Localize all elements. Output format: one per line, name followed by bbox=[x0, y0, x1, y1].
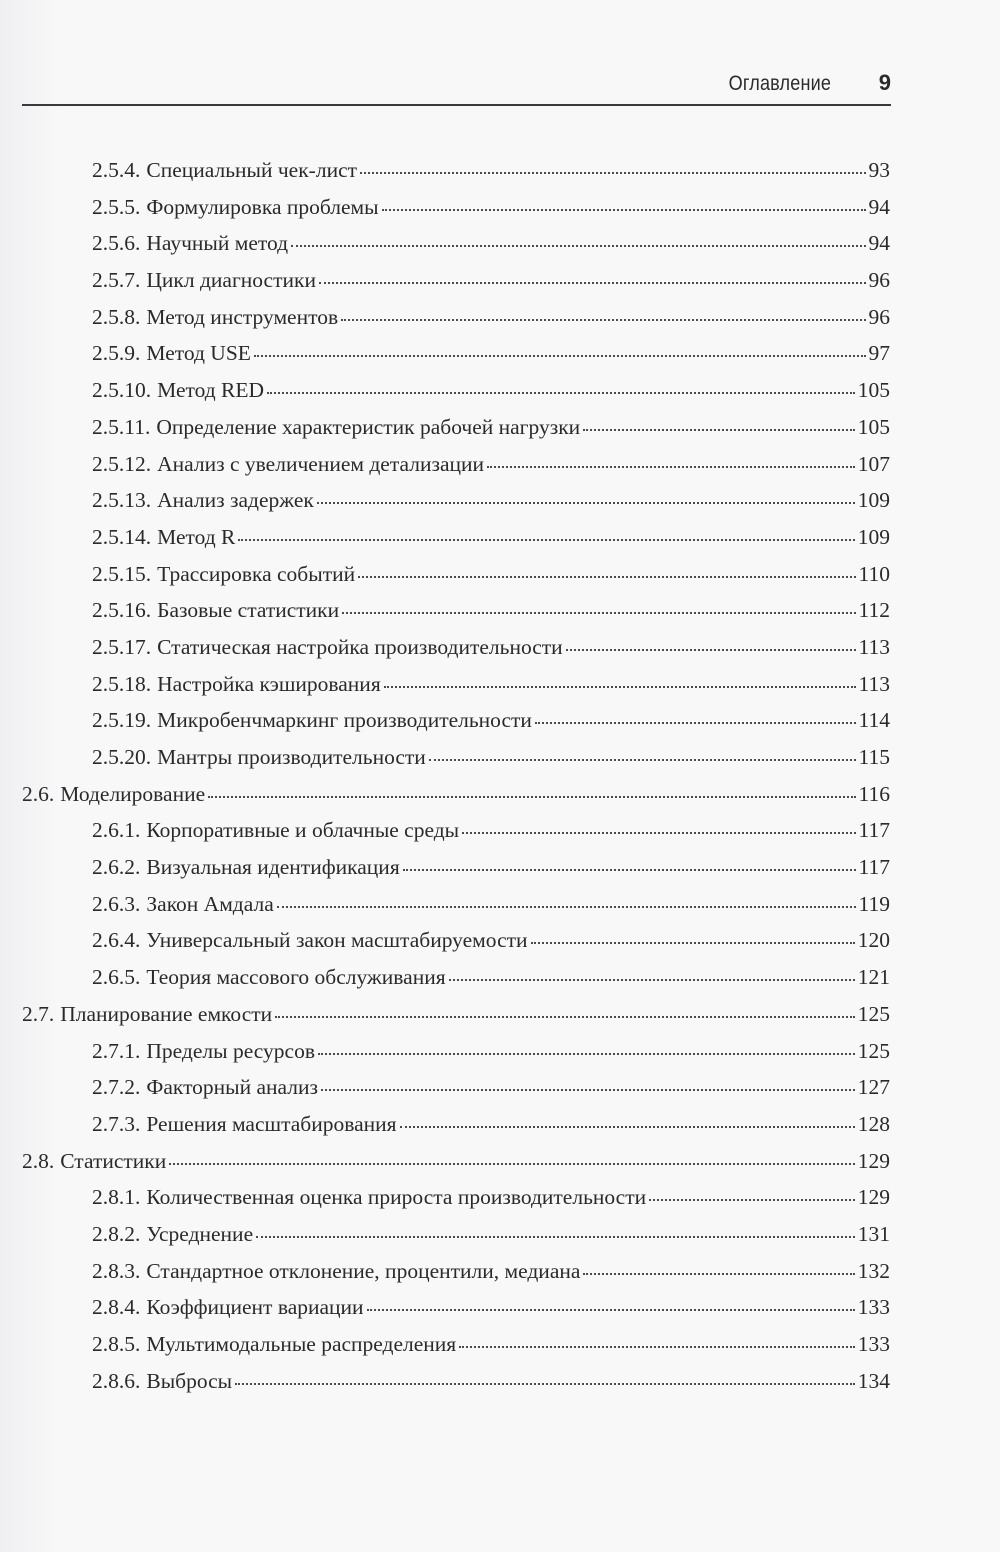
toc-entry-title: Формулировка проблемы bbox=[146, 194, 379, 219]
toc-entry-title: Настройка кэширования bbox=[157, 671, 381, 696]
toc-dot-leader bbox=[256, 1236, 855, 1238]
toc-entry-page: 105 bbox=[857, 378, 890, 403]
toc-entry-number: 2.5.20. bbox=[92, 745, 152, 769]
toc-dot-leader bbox=[342, 612, 855, 614]
toc-entry-page: 129 bbox=[857, 1148, 890, 1173]
toc-entry-number: 2.8. bbox=[22, 1148, 55, 1173]
toc-entry-title: Выбросы bbox=[146, 1368, 233, 1393]
toc-entry-page: 127 bbox=[857, 1075, 890, 1100]
toc-entry-title: Корпоративные и облачные среды bbox=[146, 818, 460, 843]
toc-entry bbox=[22, 1216, 890, 1253]
toc-entry-number: 2.6.1. bbox=[92, 818, 141, 843]
toc-dot-leader bbox=[275, 1016, 855, 1018]
toc-dot-leader bbox=[267, 392, 855, 394]
toc-entry-number: 2.5.9. bbox=[92, 341, 141, 366]
toc-entry bbox=[22, 372, 890, 409]
toc-entry-number: 2.5.10. bbox=[92, 378, 152, 403]
toc-entry-number: 2.6.5. bbox=[92, 965, 141, 990]
toc-entry-number: 2.8.4. bbox=[92, 1295, 141, 1320]
toc-dot-leader bbox=[400, 1126, 855, 1128]
toc-entry-page: 125 bbox=[857, 1038, 890, 1063]
toc-entry bbox=[22, 629, 890, 666]
toc-dot-leader bbox=[291, 245, 865, 247]
toc-entry-number: 2.5.11. bbox=[92, 414, 151, 439]
toc-dot-leader bbox=[318, 1053, 855, 1055]
toc-dot-leader bbox=[449, 979, 855, 981]
toc-entry-number: 2.7.1. bbox=[92, 1038, 141, 1063]
toc-entry-title: Статистики bbox=[60, 1148, 167, 1173]
toc-entry-title: Определение характеристик рабочей нагрузки bbox=[156, 414, 581, 439]
toc-entry-title: Анализ с увеличением детализации bbox=[157, 451, 485, 476]
toc-entry-page: 94 bbox=[868, 194, 890, 219]
toc-entry bbox=[22, 189, 890, 226]
toc-entry-page: 131 bbox=[857, 1221, 890, 1246]
toc-entry-title: Закон Амдала bbox=[146, 891, 274, 916]
toc-entry bbox=[22, 886, 890, 923]
toc-entry-title: Мантры производительности bbox=[157, 745, 426, 769]
toc-entry-title: Трассировка событий bbox=[157, 561, 356, 586]
toc-entry bbox=[22, 702, 890, 739]
toc-entry-number: 2.5.7. bbox=[92, 268, 141, 293]
toc-entry-page: 94 bbox=[868, 231, 890, 256]
toc-entry bbox=[22, 812, 890, 849]
running-header bbox=[22, 70, 891, 100]
toc-entry-page: 96 bbox=[868, 304, 890, 329]
toc-dot-leader bbox=[382, 209, 866, 211]
toc-entry-page: 133 bbox=[857, 1332, 890, 1356]
toc-entry-page: 129 bbox=[857, 1185, 890, 1210]
toc-entry-page: 115 bbox=[858, 745, 890, 769]
toc-dot-leader bbox=[277, 906, 856, 908]
toc-entry-title: Коэффициент вариации bbox=[146, 1295, 364, 1320]
toc-entry bbox=[22, 299, 890, 336]
toc-entry-number: 2.8.2. bbox=[92, 1221, 141, 1246]
toc-entry-title: Усреднение bbox=[146, 1221, 254, 1246]
toc-entry-page: 132 bbox=[857, 1258, 890, 1283]
toc-entry-number: 2.5.13. bbox=[92, 488, 152, 513]
header-rule bbox=[22, 104, 891, 106]
toc-entry bbox=[22, 1179, 890, 1216]
toc-dot-leader bbox=[566, 649, 856, 651]
toc-entry-page: 125 bbox=[857, 1001, 890, 1026]
toc-entry-title: Метод USE bbox=[146, 341, 251, 366]
toc-entry-page: 119 bbox=[858, 891, 890, 916]
toc-dot-leader bbox=[254, 355, 866, 357]
toc-entry bbox=[22, 776, 890, 813]
toc-dot-leader bbox=[341, 319, 865, 321]
toc-dot-leader bbox=[208, 796, 855, 798]
toc-entry-page: 113 bbox=[858, 671, 890, 696]
toc-dot-leader bbox=[319, 282, 866, 284]
toc-entry-page: 120 bbox=[857, 928, 890, 953]
toc-entry-title: Стандартное отклонение, процентили, медиана bbox=[146, 1258, 581, 1283]
table-of-contents bbox=[22, 152, 890, 1399]
toc-entry-number: 2.7.3. bbox=[92, 1111, 141, 1136]
toc-entry bbox=[22, 1143, 890, 1180]
toc-entry-title: Метод R bbox=[157, 524, 236, 549]
toc-entry-number: 2.6.2. bbox=[92, 855, 141, 880]
toc-entry-page: 116 bbox=[858, 781, 890, 806]
toc-entry-page: 96 bbox=[868, 268, 890, 293]
toc-dot-leader bbox=[583, 1273, 854, 1275]
toc-entry-title: Визуальная идентификация bbox=[146, 855, 400, 880]
toc-entry-title: Метод RED bbox=[157, 378, 265, 403]
toc-entry bbox=[22, 592, 890, 629]
toc-dot-leader bbox=[238, 539, 854, 541]
toc-entry-page: 110 bbox=[858, 561, 890, 586]
toc-entry-page: 128 bbox=[857, 1111, 890, 1136]
toc-entry-title: Факторный анализ bbox=[146, 1075, 319, 1100]
toc-entry bbox=[22, 849, 890, 886]
toc-entry-title: Теория массового обслуживания bbox=[146, 965, 446, 990]
toc-entry-number: 2.5.19. bbox=[92, 708, 152, 733]
toc-dot-leader bbox=[235, 1383, 855, 1385]
toc-dot-leader bbox=[403, 869, 856, 871]
toc-dot-leader bbox=[531, 942, 855, 944]
toc-entry-page: 133 bbox=[857, 1295, 890, 1320]
toc-entry-title: Моделирование bbox=[60, 781, 206, 806]
toc-entry-number: 2.5.6. bbox=[92, 231, 141, 256]
toc-entry-title: Анализ задержек bbox=[157, 488, 314, 513]
toc-entry-title: Научный метод bbox=[146, 231, 289, 256]
header-title: Оглавление bbox=[728, 72, 831, 95]
toc-entry bbox=[22, 225, 890, 262]
toc-entry-page: 117 bbox=[858, 818, 890, 843]
toc-entry bbox=[22, 1363, 890, 1400]
toc-entry-number: 2.6.3. bbox=[92, 891, 141, 916]
toc-entry bbox=[22, 922, 890, 959]
toc-entry-number: 2.7. bbox=[22, 1001, 55, 1026]
toc-entry-title: Метод инструментов bbox=[146, 304, 339, 329]
toc-entry-title: Микробенчмаркинг производительности bbox=[157, 708, 532, 733]
toc-entry-title: Планирование емкости bbox=[60, 1001, 273, 1026]
toc-entry-page: 113 bbox=[858, 634, 890, 659]
toc-entry-page: 117 bbox=[858, 855, 890, 880]
toc-entry-number: 2.7.2. bbox=[92, 1075, 141, 1100]
toc-entry-number: 2.5.15. bbox=[92, 561, 152, 586]
toc-entry-page: 107 bbox=[857, 451, 890, 476]
toc-entry bbox=[22, 446, 890, 483]
toc-dot-leader bbox=[169, 1163, 855, 1165]
toc-entry-number: 2.8.3. bbox=[92, 1258, 141, 1283]
toc-entry bbox=[22, 262, 890, 299]
toc-entry bbox=[22, 1326, 890, 1363]
toc-entry-title: Базовые статистики bbox=[157, 598, 340, 623]
toc-entry-number: 2.8.6. bbox=[92, 1368, 141, 1393]
toc-entry bbox=[22, 409, 890, 446]
toc-entry-number: 2.5.12. bbox=[92, 451, 152, 476]
toc-entry-page: 105 bbox=[857, 414, 890, 439]
toc-entry bbox=[22, 1253, 890, 1290]
toc-entry bbox=[22, 1069, 890, 1106]
toc-entry-title: Пределы ресурсов bbox=[146, 1038, 315, 1063]
toc-entry bbox=[22, 519, 890, 556]
toc-entry-number: 2.6.4. bbox=[92, 928, 141, 953]
toc-entry-title: Мультимодальные распределения bbox=[146, 1332, 457, 1356]
toc-entry-title: Решения масштабирования bbox=[146, 1111, 397, 1136]
toc-entry-number: 2.5.18. bbox=[92, 671, 152, 696]
toc-entry-title: Универсальный закон масштабируемости bbox=[146, 928, 528, 953]
toc-entry-number: 2.5.5. bbox=[92, 194, 141, 219]
toc-entry-number: 2.5.14. bbox=[92, 524, 152, 549]
toc-entry-number: 2.5.4. bbox=[92, 158, 141, 182]
toc-entry bbox=[22, 996, 890, 1033]
toc-dot-leader bbox=[317, 502, 855, 504]
toc-dot-leader bbox=[535, 722, 856, 724]
header-page-number: 9 bbox=[878, 70, 891, 95]
toc-entry bbox=[22, 556, 890, 593]
toc-dot-leader bbox=[649, 1199, 855, 1201]
toc-entry-number: 2.8.1. bbox=[92, 1185, 141, 1210]
toc-entry bbox=[22, 1106, 890, 1143]
toc-entry-page: 121 bbox=[857, 965, 890, 990]
toc-dot-leader bbox=[321, 1089, 855, 1091]
toc-entry bbox=[22, 959, 890, 996]
toc-entry-title: Специальный чек-лист bbox=[146, 158, 358, 182]
toc-dot-leader bbox=[384, 686, 856, 688]
toc-entry-page: 112 bbox=[858, 598, 890, 623]
toc-dot-leader bbox=[462, 832, 855, 834]
toc-dot-leader bbox=[487, 466, 855, 468]
toc-dot-leader bbox=[429, 759, 856, 761]
toc-dot-leader bbox=[459, 1346, 855, 1348]
toc-entry-title: Статическая настройка производительности bbox=[157, 634, 563, 659]
toc-entry-number: 2.8.5. bbox=[92, 1332, 141, 1356]
toc-entry-number: 2.5.8. bbox=[92, 304, 141, 329]
toc-entry bbox=[22, 152, 890, 189]
toc-entry-page: 109 bbox=[857, 524, 890, 549]
toc-entry-page: 114 bbox=[858, 708, 890, 733]
toc-entry-title: Цикл диагностики bbox=[146, 268, 316, 293]
toc-entry bbox=[22, 666, 890, 703]
toc-dot-leader bbox=[583, 429, 855, 431]
toc-entry-page: 134 bbox=[857, 1368, 890, 1393]
toc-entry-number: 2.5.17. bbox=[92, 634, 152, 659]
toc-entry bbox=[22, 482, 890, 519]
toc-entry bbox=[22, 1033, 890, 1070]
toc-dot-leader bbox=[367, 1309, 855, 1311]
toc-dot-leader bbox=[358, 576, 855, 578]
toc-entry-page: 109 bbox=[857, 488, 890, 513]
toc-entry-page: 97 bbox=[868, 341, 890, 366]
toc-entry-number: 2.5.16. bbox=[92, 598, 152, 623]
toc-entry bbox=[22, 1289, 890, 1326]
toc-entry-page: 93 bbox=[868, 158, 890, 182]
toc-dot-leader bbox=[360, 172, 865, 174]
toc-entry-number: 2.6. bbox=[22, 781, 55, 806]
toc-entry bbox=[22, 739, 890, 776]
toc-entry-title: Количественная оценка прироста производительности bbox=[146, 1185, 647, 1210]
toc-entry bbox=[22, 335, 890, 372]
